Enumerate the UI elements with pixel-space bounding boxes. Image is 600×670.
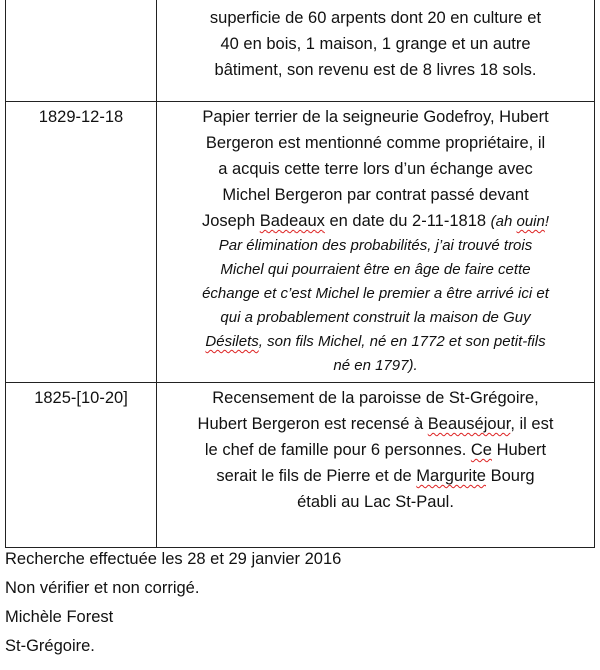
italic-segment: , son fils Michel, né en 1772 et son petit-fils [258, 333, 546, 350]
text-line: Recensement de la paroisse de St-Grégoire, [212, 389, 539, 407]
italic-line: échange et c’est Michel le premier a être arrivé ici et [202, 285, 549, 302]
spellcheck-flagged-word: Ce [470, 441, 492, 459]
note-line: Michèle Forest [5, 608, 114, 626]
italic-segment: ! [544, 213, 550, 230]
date-cell: 1829-12-18 [6, 102, 157, 383]
text-segment: Bourg [486, 467, 535, 485]
italic-line: Michel qui pourraient être en âge de faire cette [220, 261, 531, 278]
spellcheck-flagged-word: Désilets [205, 333, 259, 350]
text-line [163, 208, 588, 234]
spellcheck-flagged-word: Beauséjour [427, 415, 511, 433]
research-notes [5, 545, 341, 661]
spellcheck-flagged-word: Margurite [416, 467, 486, 485]
table-row [6, 0, 595, 102]
text-line: bâtiment, son revenu est de 8 livres 18 sols. [214, 61, 537, 79]
text-line: a acquis cette terre lors d’un échange avec [218, 160, 533, 178]
text-line: 40 en bois, 1 maison, 1 grange et un autre [220, 35, 531, 53]
italic-line: né en 1797). [333, 357, 418, 374]
note-line: Recherche effectuée les 28 et 29 janvier 2016 [5, 550, 342, 568]
table-row [6, 102, 595, 383]
text-segment: Hubert [491, 441, 547, 459]
italic-line: Par élimination des probabilités, j’ai trouvé trois [218, 237, 533, 254]
text-segment: Hubert Bergeron est recensé à [197, 415, 428, 433]
text-line: Bergeron est mentionné comme propriétaire, il [205, 134, 546, 152]
text-line: Papier terrier de la seigneurie Godefroy, Hubert [202, 108, 549, 126]
text-line: établi au Lac St-Paul. [297, 493, 454, 511]
text-line: Michel Bergeron par contrat passé devant [222, 186, 529, 204]
italic-segment: (ah [490, 213, 517, 230]
records-table [5, 0, 595, 548]
spellcheck-flagged-word: ouin [516, 213, 545, 230]
italic-line: qui a probablement construit la maison de Guy [220, 309, 531, 326]
italic-line [163, 330, 588, 354]
description-cell [157, 102, 595, 383]
date-cell [6, 0, 157, 102]
note-line: Non vérifier et non corrigé. [5, 579, 200, 597]
text-line [163, 463, 588, 489]
text-line: superficie de 60 arpents dont 20 en culture et [209, 9, 542, 27]
note-line: St-Grégoire. [5, 637, 95, 655]
text-segment: Joseph [201, 212, 260, 230]
table-row [6, 383, 595, 548]
spellcheck-flagged-word: Badeaux [259, 212, 325, 230]
text-line [163, 411, 588, 437]
text-line [163, 437, 588, 463]
text-segment: le chef de famille pour 6 personnes. [204, 441, 471, 459]
text-segment: serait le fils de Pierre et de [216, 467, 417, 485]
text-segment: en date du 2-11-1818 [324, 212, 491, 230]
description-cell [157, 383, 595, 548]
text-segment: , il est [510, 415, 554, 433]
date-cell: 1825-[10-20] [6, 383, 157, 548]
description-cell [157, 0, 595, 102]
